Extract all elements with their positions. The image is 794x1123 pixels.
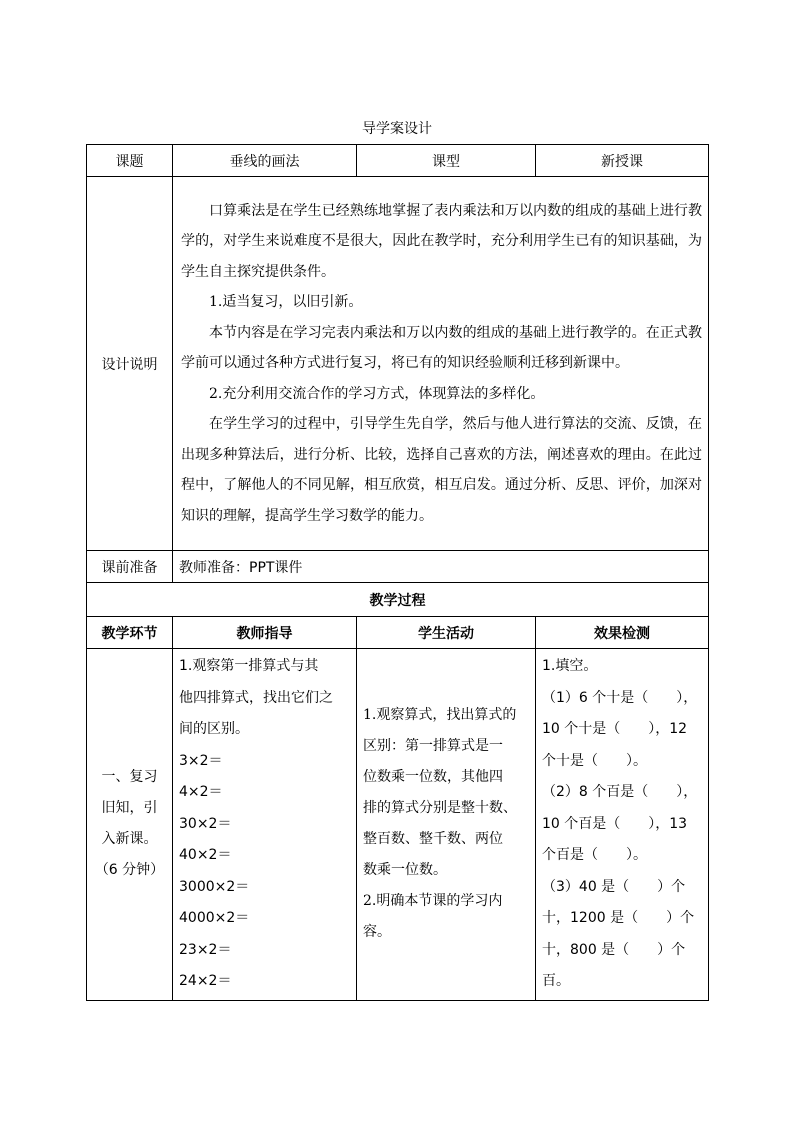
column-header-stage: 教学环节 xyxy=(87,617,173,649)
student-line: 2.明确本节课的学习内 xyxy=(363,893,503,910)
design-paragraph: 本节内容是在学习完表内乘法和万以内数的组成的基础上进行教学的。在正式教学前可以通过各种方式进行复习，将已有的知识经验顺利迁移到新课中。 xyxy=(181,324,702,372)
student-line: 容。 xyxy=(363,924,391,941)
type-label: 课型 xyxy=(357,145,536,177)
process-title: 教学过程 xyxy=(87,583,709,617)
teacher-line: 3×2＝ xyxy=(179,752,223,769)
check-line: 个十是（ ）。 xyxy=(542,752,647,769)
design-description xyxy=(173,177,709,551)
student-line: 位数乘一位数，其他四 xyxy=(363,769,503,786)
design-paragraph: 口算乘法是在学生已经熟练地掌握了表内乘法和万以内数的组成的基础上进行教学的，对学生来说难度不是很大，因此在教学时，充分利用学生已有的知识基础，为学生自主探究提供条件。 xyxy=(181,202,702,280)
stage-cell xyxy=(87,649,173,1001)
page-title: 导学案设计 xyxy=(362,121,432,137)
student-line: 区别：第一排算式是一 xyxy=(363,738,503,755)
column-header-check: 效果检测 xyxy=(536,617,709,649)
teacher-line: 23×2＝ xyxy=(179,941,232,958)
design-paragraph: 在学生学习的过程中，引导学生先自学，然后与他人进行算法的交流、反馈，在出现多种算法后，进行分析、比较，选择自己喜欢的方法，阐述喜欢的理由。在此过程中，了解他人的不同见解，相互欣赏，相互启发。通过分析、反思、评价，加深对知识的理解，提高学生学习数学的能力。 xyxy=(181,416,702,524)
design-paragraph: 1.适当复习，以旧引新。 xyxy=(209,294,363,311)
teacher-line: 间的区别。 xyxy=(179,721,249,737)
prep-label: 课前准备 xyxy=(87,551,173,583)
check-line: （1）6 个十是（ ）， xyxy=(542,689,698,706)
design-label: 设计说明 xyxy=(87,177,173,551)
check-line: （2）8 个百是（ ）， xyxy=(542,784,698,800)
teacher-line: 3000×2＝ xyxy=(179,878,250,895)
stage-line: 一、复习 xyxy=(101,769,158,786)
teacher-line: 1.观察第一排算式与其 xyxy=(179,658,319,674)
topic-value: 垂线的画法 xyxy=(173,145,357,177)
check-line: 10 个十是（ ），12 xyxy=(542,721,688,737)
process-title-row xyxy=(87,583,709,617)
check-line: 十，800 是（ ）个 xyxy=(542,941,686,958)
header-row xyxy=(87,145,709,177)
process-row xyxy=(87,649,709,1001)
design-paragraph: 2.充分利用交流合作的学习方式，体现算法的多样化。 xyxy=(209,385,545,402)
student-line: 整百数、整千数、两位 xyxy=(363,831,503,848)
stage-line: 入新课。 xyxy=(101,831,158,848)
student-line: 数乘一位数。 xyxy=(363,862,447,879)
student-activity-cell xyxy=(357,649,536,1001)
column-header-row xyxy=(87,617,709,649)
stage-line: 旧知，引 xyxy=(101,800,158,817)
stage-line: （6 分钟） xyxy=(94,862,165,879)
check-line: 10 个百是（ ），13 xyxy=(542,815,688,832)
prep-row xyxy=(87,551,709,583)
teacher-line: 4×2＝ xyxy=(179,784,223,800)
type-value: 新授课 xyxy=(536,145,709,177)
lesson-plan-table xyxy=(86,144,709,1001)
student-line: 1.观察算式，找出算式的 xyxy=(363,707,517,724)
teacher-line: 他四排算式，找出它们之 xyxy=(179,689,333,706)
check-line: 十，1200 是（ ）个 xyxy=(542,910,695,926)
teacher-line: 24×2＝ xyxy=(179,973,232,989)
teacher-line: 30×2＝ xyxy=(179,815,232,832)
check-line: 百。 xyxy=(542,973,570,989)
check-line: 1.填空。 xyxy=(542,658,598,674)
teacher-line: 4000×2＝ xyxy=(179,910,250,926)
effect-check-cell xyxy=(536,649,709,1001)
teacher-line: 40×2＝ xyxy=(179,847,232,863)
prep-value: 教师准备：PPT课件 xyxy=(173,551,709,583)
teacher-guide-cell xyxy=(173,649,357,1001)
column-header-student: 学生活动 xyxy=(357,617,536,649)
student-line: 排的算式分别是整十数、 xyxy=(363,800,517,817)
column-header-teacher: 教师指导 xyxy=(173,617,357,649)
check-line: （3）40 是（ ）个 xyxy=(542,878,686,895)
design-row xyxy=(87,177,709,551)
check-line: 个百是（ ）。 xyxy=(542,847,647,863)
topic-label: 课题 xyxy=(87,145,173,177)
